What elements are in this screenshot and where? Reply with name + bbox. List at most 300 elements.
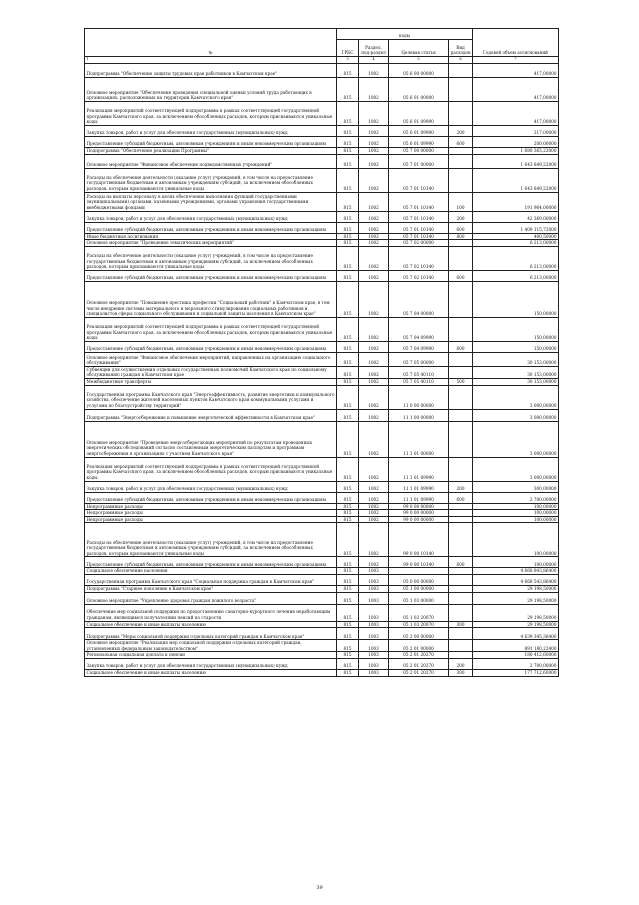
row-target-article: 05 7 02 10140: [389, 270, 449, 281]
row-target-article: 99 0 00 10140: [389, 523, 449, 557]
row-section: 1002: [359, 409, 389, 421]
row-name: Предоставление субсидий бюджетным, автономным учреждениям и иным некоммерческим организациям: [85, 341, 337, 352]
row-section: 1002: [359, 222, 389, 233]
table-row: [85, 457, 559, 481]
row-expense-type: [449, 523, 473, 557]
row-amount: 100,00000: [473, 557, 559, 568]
row-target-article: 05 7 01 00000: [389, 154, 449, 168]
page-number: 39: [316, 885, 323, 891]
row-amount: 417,00000: [473, 64, 559, 78]
row-name: Подпрограмма "Обеспечение реализации Программы": [85, 148, 337, 155]
table-row: [85, 341, 559, 352]
col-num-7: 7: [473, 57, 559, 64]
table-row: [85, 492, 559, 503]
row-target-article: 05 2 00 00000: [389, 628, 449, 640]
row-target-article: 05 6 01 09990: [389, 102, 449, 126]
row-name: Социальное обеспечение и иные выплаты населению: [85, 621, 337, 628]
row-target-article: 05 1 03 00000: [389, 592, 449, 604]
row-section: 1002: [359, 516, 389, 523]
row-grbs: 815: [337, 421, 359, 457]
table-row: [85, 148, 559, 155]
table-row: [85, 503, 559, 510]
table-row: [85, 510, 559, 517]
row-expense-type: [449, 516, 473, 523]
row-expense-type: 100: [449, 192, 473, 211]
table-row: [85, 64, 559, 78]
row-expense-type: [449, 510, 473, 517]
row-name: Закупка товаров, работ и услуг для обеспечения государственных (муниципальных) нужд: [85, 481, 337, 492]
row-section: 1003: [359, 592, 389, 604]
row-grbs: 815: [337, 457, 359, 481]
row-expense-type: 200: [449, 658, 473, 669]
row-name: Закупка товаров, работ и услуг для обеспечения государственных (муниципальных) нужд: [85, 658, 337, 669]
row-section: 1002: [359, 492, 389, 503]
row-amount: 400,50000: [473, 233, 559, 240]
row-grbs: 815: [337, 192, 359, 211]
table-row: [85, 102, 559, 126]
row-name: Государственная программа Камчатского края "Социальная поддержка граждан в Камчатском крае": [85, 574, 337, 585]
row-expense-type: 600: [449, 341, 473, 352]
table-row: [85, 628, 559, 640]
row-section: 1003: [359, 658, 389, 669]
row-expense-type: 200: [449, 211, 473, 222]
row-target-article: 05 7 01 10140: [389, 222, 449, 233]
row-grbs: 815: [337, 568, 359, 575]
row-amount: 29 198,50000: [473, 585, 559, 592]
row-name: Расходы на обеспечение деятельности (оказание услуг) учреждений, в том числе на предоставление государственным бюджетным и автономным учреждениям субсидий, за исключением обособленных расходов, которым присваиваются уникальные коды: [85, 523, 337, 557]
row-name: Иные бюджетные ассигнования: [85, 233, 337, 240]
row-target-article: 99 0 00 00000: [389, 510, 449, 517]
table-row: [85, 352, 559, 366]
row-target-article: 11 1 01 09990: [389, 457, 449, 481]
table-row: [85, 592, 559, 604]
row-target-article: 11 1 01 00000: [389, 421, 449, 457]
row-grbs: 815: [337, 669, 359, 676]
col-num-1: 1: [85, 57, 337, 64]
header-target: Целевая статья: [389, 40, 449, 57]
row-grbs: 815: [337, 137, 359, 148]
row-grbs: 815: [337, 385, 359, 409]
col-num-3: 3: [337, 57, 359, 64]
row-amount: 180 412,60000: [473, 652, 559, 659]
row-amount: 891 180,22400: [473, 640, 559, 652]
table-row: [85, 604, 559, 621]
row-name: Региональная социальная доплата к пенсии: [85, 652, 337, 659]
budget-table: [84, 28, 559, 677]
row-amount: 6 213,00000: [473, 246, 559, 270]
row-grbs: 815: [337, 281, 359, 317]
table-row: [85, 270, 559, 281]
table-row: [85, 574, 559, 585]
row-target-article: 05 6 01 09990: [389, 126, 449, 137]
row-expense-type: 200: [449, 481, 473, 492]
row-amount: 30 153,00000: [473, 378, 559, 385]
row-section: 1002: [359, 557, 389, 568]
row-name: Обеспечение мер социальной поддержки по предоставлению санаторно-курортного лечения неработающим гражданам, являющимся получателями пенсий по старости: [85, 604, 337, 621]
row-section: 1002: [359, 378, 389, 385]
row-amount: 3 000,00000: [473, 409, 559, 421]
row-amount: 150,00000: [473, 341, 559, 352]
row-name: Подпрограмма "Энергосбережение и повышение энергетической эффективности в Камчатском крае": [85, 409, 337, 421]
row-name: Непрограммные расходы: [85, 503, 337, 510]
table-row: [85, 378, 559, 385]
row-grbs: 815: [337, 246, 359, 270]
header-grbs: ГРБС: [337, 40, 359, 57]
row-expense-type: [449, 628, 473, 640]
row-amount: 42 369,00000: [473, 211, 559, 222]
table-row: [85, 621, 559, 628]
row-section: 1002: [359, 168, 389, 192]
table-row: [85, 246, 559, 270]
row-amount: 3 000,00000: [473, 457, 559, 481]
row-grbs: 815: [337, 222, 359, 233]
row-name: Социальное обеспечение населения: [85, 568, 337, 575]
row-grbs: 815: [337, 516, 359, 523]
row-section: 1002: [359, 148, 389, 155]
row-grbs: 815: [337, 64, 359, 78]
row-target-article: 05 6 00 00000: [389, 64, 449, 78]
table-row: [85, 640, 559, 652]
row-target-article: 05 7 05 40110: [389, 366, 449, 378]
row-section: 1002: [359, 421, 389, 457]
header-exp-type: Вид расходов: [449, 40, 473, 57]
row-amount: 417,00000: [473, 102, 559, 126]
row-grbs: 815: [337, 628, 359, 640]
row-grbs: 815: [337, 585, 359, 592]
row-amount: 417,00000: [473, 78, 559, 102]
row-grbs: 815: [337, 233, 359, 240]
row-name: Непрограммные расходы: [85, 516, 337, 523]
row-expense-type: 200: [449, 126, 473, 137]
row-section: 1002: [359, 126, 389, 137]
row-amount: 100,00000: [473, 503, 559, 510]
row-amount: 4 668 843,86400: [473, 568, 559, 575]
table-row: [85, 652, 559, 659]
row-grbs: 815: [337, 168, 359, 192]
row-section: 1002: [359, 270, 389, 281]
row-amount: 3 000,00000: [473, 385, 559, 409]
row-amount: 29 198,50000: [473, 621, 559, 628]
table-row: [85, 385, 559, 409]
row-section: 1002: [359, 385, 389, 409]
row-amount: 4 639 345,36400: [473, 628, 559, 640]
row-amount: 2 700,00000: [473, 658, 559, 669]
row-expense-type: [449, 457, 473, 481]
row-section: 1003: [359, 640, 389, 652]
row-grbs: 815: [337, 126, 359, 137]
row-name: Реализация мероприятий соответствующей подпрограммы в рамках соответствующей государственной программы Камчатского края, за исключением обособленных расходов, которым присваиваются уникальные коды: [85, 457, 337, 481]
row-grbs: 815: [337, 341, 359, 352]
row-expense-type: [449, 281, 473, 317]
row-target-article: [389, 568, 449, 575]
table-body: [85, 64, 559, 677]
row-expense-type: [449, 604, 473, 621]
row-section: 1003: [359, 568, 389, 575]
row-target-article: 11 1 01 09990: [389, 492, 449, 503]
row-grbs: 815: [337, 240, 359, 247]
row-amount: 29 198,50000: [473, 592, 559, 604]
row-expense-type: [449, 154, 473, 168]
row-grbs: 815: [337, 523, 359, 557]
row-target-article: 05 7 04 09990: [389, 341, 449, 352]
row-amount: 1 643 849,22000: [473, 168, 559, 192]
row-grbs: 815: [337, 211, 359, 222]
table-row: [85, 78, 559, 102]
row-grbs: 815: [337, 510, 359, 517]
row-expense-type: 600: [449, 492, 473, 503]
row-grbs: 815: [337, 366, 359, 378]
row-target-article: 99 0 00 00000: [389, 516, 449, 523]
row-grbs: 815: [337, 154, 359, 168]
row-name: Расходы на обеспечение деятельности (оказание услуг) учреждений, в том числе на предоставление государственным бюджетным и автономным учреждениям субсидий, за исключением обособленных расходов, которым присваиваются уникальные коды: [85, 168, 337, 192]
row-section: 1002: [359, 341, 389, 352]
row-expense-type: 800: [449, 233, 473, 240]
row-section: 1003: [359, 585, 389, 592]
row-expense-type: [449, 421, 473, 457]
row-target-article: 05 2 01 20270: [389, 669, 449, 676]
row-name: Основное мероприятие "Финансовое обеспечение мероприятий, направленных на организацию социального обслуживания": [85, 352, 337, 366]
header-amount: Годовой объем ассигнований: [473, 29, 559, 57]
row-target-article: 05 7 01 10140: [389, 168, 449, 192]
row-name: Непрограммные расходы: [85, 510, 337, 517]
row-target-article: 05 0 00 00000: [389, 574, 449, 585]
table-row: [85, 154, 559, 168]
row-amount: 3 000,00000: [473, 421, 559, 457]
row-expense-type: [449, 102, 473, 126]
row-grbs: 815: [337, 592, 359, 604]
row-expense-type: [449, 78, 473, 102]
row-expense-type: 500: [449, 378, 473, 385]
row-name: Предоставление субсидий бюджетным, автономным учреждениям и иным некоммерческим организациям: [85, 270, 337, 281]
row-expense-type: 600: [449, 222, 473, 233]
row-name: Реализация мероприятий соответствующей подпрограммы в рамках соответствующей государственной программы Камчатского края, за исключением обособленных расходов, которым присваиваются уникальные коды: [85, 317, 337, 341]
table-row: [85, 658, 559, 669]
header-codes: коды: [337, 29, 473, 40]
row-name: Субвенции для осуществления отдельных государственных полномочий Камчатского края по социальному обслуживанию граждан в Камчатском крае: [85, 366, 337, 378]
row-section: 1002: [359, 233, 389, 240]
row-amount: 6 213,00000: [473, 240, 559, 247]
row-target-article: 11 0 00 00000: [389, 385, 449, 409]
row-amount: 1 680 365,22000: [473, 148, 559, 155]
row-grbs: 815: [337, 492, 359, 503]
row-name: Основное мероприятие "Обеспечение проведения специальной оценки условий труда работающих в организациях, расположенных на территории Камчатского края": [85, 78, 337, 102]
row-expense-type: [449, 640, 473, 652]
row-amount: 1 643 849,22000: [473, 154, 559, 168]
row-expense-type: [449, 246, 473, 270]
row-section: 1002: [359, 481, 389, 492]
row-target-article: 05 7 01 10140: [389, 233, 449, 240]
row-expense-type: [449, 64, 473, 78]
col-num-5: 5: [389, 57, 449, 64]
row-section: 1003: [359, 669, 389, 676]
col-num-6: 6: [449, 57, 473, 64]
row-target-article: 05 6 01 00000: [389, 78, 449, 102]
row-section: 1002: [359, 211, 389, 222]
row-grbs: 815: [337, 352, 359, 366]
table-row: [85, 366, 559, 378]
row-expense-type: [449, 366, 473, 378]
row-name: Основное мероприятие "Повышение престижа профессии "Социальный работник" в Камчатском крае, в том числе внедрение системы материального и морального стимулирования социальных работников и специалистов сферы социального обслуживания и социальной защиты населения в Камчатском крае": [85, 281, 337, 317]
row-grbs: 815: [337, 102, 359, 126]
row-name: Основное мероприятие "Реализация мер социальной поддержки отдельных категорий граждан, установленных федеральным законодательством": [85, 640, 337, 652]
row-name: Подпрограмма "Старшее поколение в Камчатском крае": [85, 585, 337, 592]
row-name: Основное мероприятие "Укрепление здоровья граждан пожилого возраста": [85, 592, 337, 604]
table-row: [85, 281, 559, 317]
row-target-article: 05 6 01 09990: [389, 137, 449, 148]
row-amount: 150,00000: [473, 317, 559, 341]
row-amount: 300,00000: [473, 481, 559, 492]
table-row: [85, 669, 559, 676]
row-target-article: 05 7 01 10140: [389, 192, 449, 211]
row-section: 1002: [359, 510, 389, 517]
table-row: [85, 481, 559, 492]
row-name: Подпрограмма "Меры социальной поддержки отдельных категорий граждан в Камчатском крае": [85, 628, 337, 640]
row-amount: 217,00000: [473, 126, 559, 137]
row-grbs: 815: [337, 317, 359, 341]
row-section: 1002: [359, 102, 389, 126]
row-target-article: 05 7 02 10140: [389, 246, 449, 270]
table-row: [85, 568, 559, 575]
table-row: [85, 222, 559, 233]
row-expense-type: [449, 168, 473, 192]
table-row: [85, 409, 559, 421]
row-section: 1003: [359, 574, 389, 585]
row-section: 1002: [359, 503, 389, 510]
row-target-article: 05 1 03 20070: [389, 604, 449, 621]
row-section: 1002: [359, 154, 389, 168]
row-name: Реализация мероприятий соответствующей подпрограммы в рамках соответствующей государственной программы Камчатского края, за исключением обособленных расходов, которым присваиваются уникальные коды: [85, 102, 337, 126]
row-target-article: 05 1 03 20070: [389, 621, 449, 628]
row-expense-type: [449, 652, 473, 659]
row-amount: 29 198,50000: [473, 604, 559, 621]
row-amount: 30 153,00000: [473, 352, 559, 366]
row-target-article: 05 7 02 00000: [389, 240, 449, 247]
row-expense-type: [449, 568, 473, 575]
row-section: 1003: [359, 652, 389, 659]
row-expense-type: [449, 352, 473, 366]
row-amount: 4 668 543,86400: [473, 574, 559, 585]
row-name: Предоставление субсидий бюджетным, автономным учреждениям и иным некоммерческим организациям: [85, 557, 337, 568]
row-target-article: 05 2 01 20270: [389, 652, 449, 659]
row-section: 1003: [359, 621, 389, 628]
row-grbs: 815: [337, 574, 359, 585]
row-target-article: 11 1 00 00000: [389, 409, 449, 421]
row-name: Социальное обеспечение и иные выплаты населению: [85, 669, 337, 676]
row-name: Подпрограмма "Обеспечение защиты трудовых прав работников в Камчатском крае": [85, 64, 337, 78]
row-grbs: 815: [337, 378, 359, 385]
row-section: 1002: [359, 64, 389, 78]
header-section: Раздел, под-раздел: [359, 40, 389, 57]
row-grbs: 815: [337, 658, 359, 669]
row-expense-type: 600: [449, 557, 473, 568]
table-row: [85, 516, 559, 523]
row-target-article: 11 1 01 09990: [389, 481, 449, 492]
table-row: [85, 233, 559, 240]
row-target-article: 05 7 04 09990: [389, 317, 449, 341]
row-amount: 2 700,00000: [473, 492, 559, 503]
row-expense-type: 600: [449, 137, 473, 148]
row-section: 1002: [359, 281, 389, 317]
row-name: Закупка товаров, работ и услуг для обеспечения государственных (муниципальных) нужд: [85, 126, 337, 137]
col-num-4: 4: [359, 57, 389, 64]
row-section: 1002: [359, 246, 389, 270]
row-name: Предоставление субсидий бюджетным, автономным учреждениям и иным некоммерческим организациям: [85, 492, 337, 503]
row-amount: 191 964,00000: [473, 192, 559, 211]
table-row: [85, 557, 559, 568]
table-row: [85, 168, 559, 192]
row-name: Основное мероприятие "Проведение тематических мероприятий": [85, 240, 337, 247]
row-expense-type: [449, 592, 473, 604]
row-target-article: 05 7 05 40110: [389, 378, 449, 385]
table-row: [85, 317, 559, 341]
row-name: Расходы на выплаты персоналу в целях обеспечения выполнения функций государственными (муниципальными) органами, казенными учреждениями, органами управления государственными внебюджетными фондами: [85, 192, 337, 211]
table-row: [85, 137, 559, 148]
row-name: Государственная программа Камчатского края "Энергоэффективность, развитие энергетики и коммунального хозяйства, обеспечение жителей населенных пунктов Камчатского края коммунальными услугами и услугами по благоустройству территорий": [85, 385, 337, 409]
row-amount: 100,00000: [473, 510, 559, 517]
row-expense-type: [449, 148, 473, 155]
row-expense-type: 300: [449, 621, 473, 628]
row-expense-type: [449, 503, 473, 510]
row-section: 1002: [359, 523, 389, 557]
row-grbs: 815: [337, 409, 359, 421]
row-grbs: 815: [337, 640, 359, 652]
table-row: [85, 126, 559, 137]
row-name: Расходы на обеспечение деятельности (оказание услуг) учреждений, в том числе на предоставление государственным бюджетным и автономным учреждениям субсидий, за исключением обособленных расходов, которым присваиваются уникальные коды: [85, 246, 337, 270]
row-section: 1003: [359, 628, 389, 640]
row-expense-type: [449, 317, 473, 341]
row-section: 1002: [359, 366, 389, 378]
row-grbs: 815: [337, 652, 359, 659]
row-amount: 30 153,00000: [473, 366, 559, 378]
row-section: 1002: [359, 317, 389, 341]
row-grbs: 815: [337, 604, 359, 621]
row-expense-type: [449, 585, 473, 592]
row-expense-type: 300: [449, 669, 473, 676]
row-target-article: 05 1 00 00000: [389, 585, 449, 592]
row-section: 1002: [359, 192, 389, 211]
row-name: Предоставление субсидий бюджетным, автономным учреждениям и иным некоммерческим организациям: [85, 222, 337, 233]
row-amount: 1 409 115,72000: [473, 222, 559, 233]
row-amount: 177 712,60000: [473, 669, 559, 676]
row-amount: 150,00000: [473, 281, 559, 317]
row-grbs: 815: [337, 148, 359, 155]
row-expense-type: 600: [449, 270, 473, 281]
table-row: [85, 421, 559, 457]
row-section: 1002: [359, 457, 389, 481]
row-grbs: 815: [337, 78, 359, 102]
row-grbs: 815: [337, 557, 359, 568]
row-expense-type: [449, 574, 473, 585]
row-target-article: 99 0 00 00000: [389, 503, 449, 510]
row-expense-type: [449, 240, 473, 247]
row-name: Предоставление субсидий бюджетным, автономным учреждениям и иным некоммерческим организациям: [85, 137, 337, 148]
table-row: [85, 585, 559, 592]
row-target-article: 99 0 00 10140: [389, 557, 449, 568]
row-amount: 6 213,00000: [473, 270, 559, 281]
row-name: Межбюджетные трансферты: [85, 378, 337, 385]
row-section: 1003: [359, 604, 389, 621]
table-row: [85, 211, 559, 222]
row-target-article: 05 2 01 00000: [389, 640, 449, 652]
row-target-article: 05 7 04 00000: [389, 281, 449, 317]
row-amount: 100,00000: [473, 523, 559, 557]
table-row: [85, 523, 559, 557]
row-amount: 100,00000: [473, 516, 559, 523]
row-section: 1002: [359, 137, 389, 148]
row-grbs: 815: [337, 621, 359, 628]
header-number: №: [85, 29, 337, 57]
row-grbs: 815: [337, 270, 359, 281]
